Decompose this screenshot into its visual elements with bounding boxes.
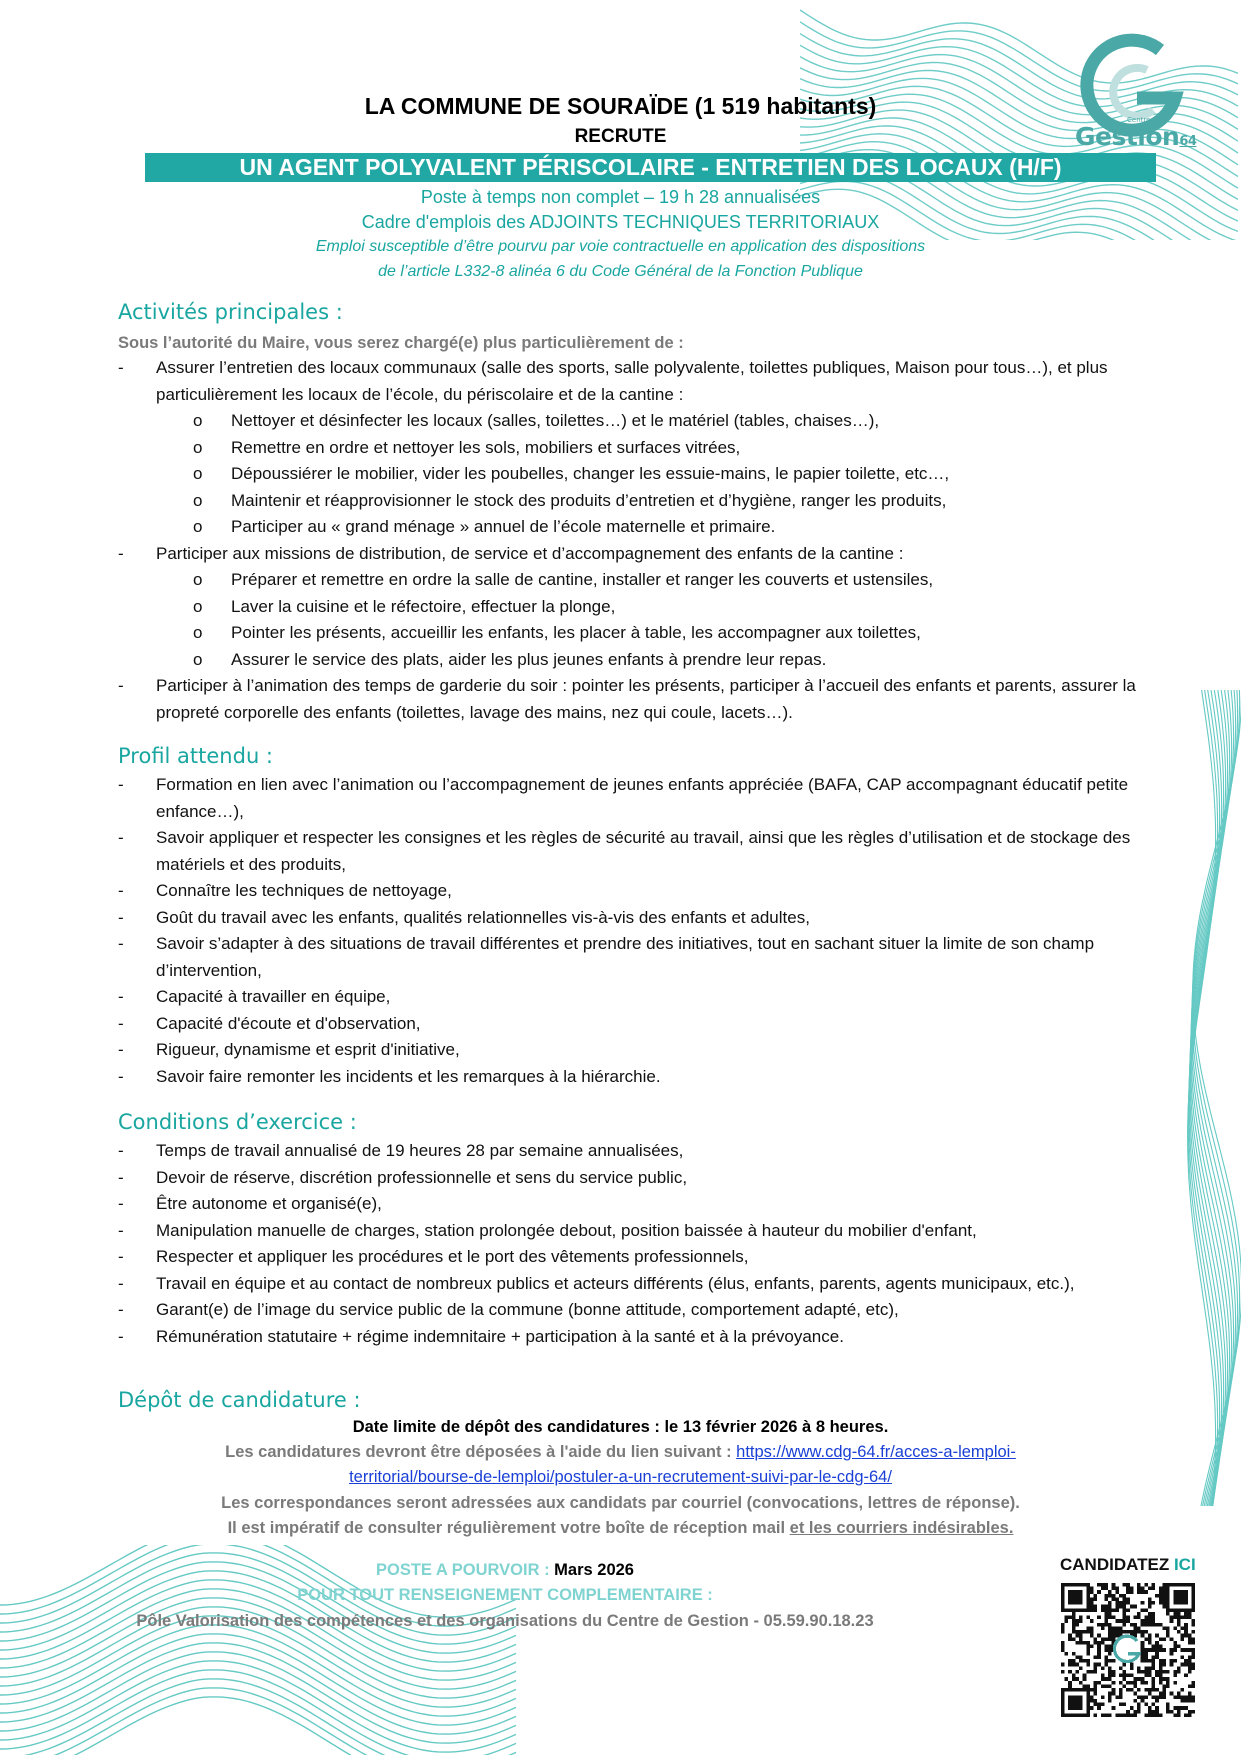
job-title-banner: UN AGENT POLYVALENT PÉRISCOLAIRE - ENTRETIEN DES LOCAUX (H/F) — [145, 153, 1156, 182]
section-title-profil: Profil attendu : — [118, 744, 274, 768]
qr-title — [1060, 1555, 1196, 1575]
imperatif-line — [0, 1519, 1241, 1538]
sub-list-item: o Laver la cuisine et le réfectoire, effectuer la plonge, — [118, 594, 1152, 621]
qr-label: CANDIDATEZ — [1060, 1555, 1174, 1574]
list-item: - Participer aux missions de distribution, de service et d’accompagnement des enfants de la cantine : — [118, 541, 1152, 568]
poste-a-pourvoir — [0, 1561, 1010, 1580]
sub-list-item: o Assurer le service des plats, aider les plus jeunes enfants à prendre leur repas. — [118, 647, 1152, 674]
sub-list-item: o Participer au « grand ménage » annuel de l’école maternelle et primaire. — [118, 514, 1152, 541]
section-title-depot: Dépôt de candidature : — [118, 1388, 361, 1412]
candidature-link-part1[interactable]: https://www.cdg-64.fr/acces-a-lemploi- — [736, 1443, 1016, 1461]
sub-list-item: o Préparer et remettre en ordre la salle de cantine, installer et ranger les couverts et ustensiles, — [118, 567, 1152, 594]
candidature-link-part2[interactable]: territorial/bourse-de-lemploi/postuler-a-un-recrutement-suivi-par-le-cdg-64/ — [349, 1468, 892, 1486]
qr-code-icon[interactable] — [1061, 1583, 1195, 1717]
list-item: - Savoir faire remonter les incidents et les remarques à la hiérarchie. — [118, 1064, 1152, 1091]
imperatif-underlined: et les courriers indésirables. — [789, 1519, 1014, 1537]
list-item: - Participer à l’animation des temps de garderie du soir : pointer les présents, participer à l’accueil des enfants et parents, assurer la propreté corporelle des enfants (toilettes, lavage des mains, nez qui coule, lacets…). — [118, 673, 1152, 726]
logo-name: Gestion — [1075, 122, 1180, 151]
list-item: - Formation en lien avec l’animation ou l’accompagnement de jeunes enfants appréciée (BAFA, CAP accompagnant éducatif petite enfance…), — [118, 772, 1152, 825]
logo-small-text: Centre de — [1127, 116, 1162, 124]
list-item: - Être autonome et organisé(e), — [118, 1191, 1152, 1218]
conditions-list — [118, 1138, 1152, 1350]
list-item: - Garant(e) de l’image du service public de la commune (bonne attitude, comportement adapté, etc), — [118, 1297, 1152, 1324]
list-item: - Temps de travail annualisé de 19 heures 28 par semaine annualisées, — [118, 1138, 1152, 1165]
recrute-label: RECRUTE — [574, 126, 667, 147]
profil-list — [118, 772, 1152, 1090]
lien-line-1 — [0, 1443, 1241, 1462]
correspondances-line: Les correspondances seront adressées aux candidats par courriel (convocations, lettres de réponse). — [221, 1494, 1020, 1512]
qr-label-ici: ICI — [1173, 1555, 1196, 1574]
list-item: - Devoir de réserve, discrétion professionnelle et sens du service public, — [118, 1165, 1152, 1192]
list-item: - Savoir appliquer et respecter les consignes et les règles de sécurité au travail, ainsi que les règles d’utilisation et de stockage des matériels et des produits, — [118, 825, 1152, 878]
poste-line: Poste à temps non complet – 19 h 28 annualisées — [420, 187, 821, 207]
imperatif-text: Il est impératif de consulter régulièrement votre boîte de réception mail — [227, 1519, 790, 1537]
activites-list — [118, 355, 1152, 726]
poste-value: Mars 2026 — [554, 1561, 634, 1579]
cadre-line: Cadre d'emplois des ADJOINTS TECHNIQUES TERRITORIAUX — [361, 212, 880, 232]
sub-list-item: o Remettre en ordre et nettoyer les sols, mobiliers et surfaces vitrées, — [118, 435, 1152, 462]
list-item: - Rigueur, dynamisme et esprit d'initiative, — [118, 1037, 1152, 1064]
date-limite: Date limite de dépôt des candidatures : le 13 février 2026 à 8 heures. — [352, 1418, 889, 1436]
sub-list-item: o Dépoussiérer le mobilier, vider les poubelles, changer les essuie-mains, le papier toilette, etc…, — [118, 461, 1152, 488]
list-item: - Capacité à travailler en équipe, — [118, 984, 1152, 1011]
section-title-activites: Activités principales : — [118, 300, 343, 324]
list-item: - Assurer l’entretien des locaux communaux (salle des sports, salle polyvalente, toilettes publiques, Maison pour tous…), et plus particulièrement les locaux de l’école, du périscolaire et de la cantine : — [118, 355, 1152, 408]
list-item: - Respecter et appliquer les procédures et le port des vêtements professionnels, — [118, 1244, 1152, 1271]
list-item: - Manipulation manuelle de charges, station prolongée debout, position baissée à hauteur du mobilier d'enfant, — [118, 1218, 1152, 1245]
lien-intro: Les candidatures devront être déposées à l'aide du lien suivant : — [225, 1443, 737, 1461]
emploi-line-1: Emploi susceptible d’être pourvu par voie contractuelle en application des dispositions — [315, 238, 926, 255]
contact-line: Pôle Valorisation des compétences et des organisations du Centre de Gestion - 05.59.90.18.23 — [136, 1612, 874, 1630]
sub-list-item: o Nettoyer et désinfecter les locaux (salles, toilettes…) et le matériel (tables, chaises…), — [118, 408, 1152, 435]
section-title-conditions: Conditions d’exercice : — [118, 1110, 357, 1134]
list-item: - Capacité d'écoute et d'observation, — [118, 1011, 1152, 1038]
logo-number: 64 — [1179, 134, 1197, 149]
poste-label: POSTE A POURVOIR : — [376, 1561, 555, 1579]
wave-decoration-right — [1180, 690, 1241, 1510]
renseignement-label: POUR TOUT RENSEIGNEMENT COMPLEMENTAIRE : — [297, 1586, 713, 1604]
list-item: - Savoir s’adapter à des situations de travail différentes et prendre des initiatives, tout en sachant situer la limite de son champ d’intervention, — [118, 931, 1152, 984]
emploi-line-2: de l’article L332-8 alinéa 6 du Code Général de la Fonction Publique — [378, 263, 863, 280]
list-item: - Travail en équipe et au contact de nombreux publics et acteurs différents (élus, enfants, parents, agents municipaux, etc.), — [118, 1271, 1152, 1298]
activites-intro: Sous l’autorité du Maire, vous serez chargé(e) plus particulièrement de : — [118, 334, 684, 352]
commune-title: LA COMMUNE DE SOURAÏDE (1 519 habitants) — [364, 93, 877, 119]
sub-list-item: o Maintenir et réapprovisionner le stock des produits d’entretien et d’hygiène, ranger les produits, — [118, 488, 1152, 515]
sub-list-item: o Pointer les présents, accueillir les enfants, les placer à table, les accompagner aux toilettes, — [118, 620, 1152, 647]
lien-line-2 — [0, 1468, 1241, 1487]
list-item: - Goût du travail avec les enfants, qualités relationnelles vis-à-vis des enfants et adultes, — [118, 905, 1152, 932]
list-item: - Rémunération statutaire + régime indemnitaire + participation à la santé et à la prévoyance. — [118, 1324, 1152, 1351]
list-item: - Connaître les techniques de nettoyage, — [118, 878, 1152, 905]
